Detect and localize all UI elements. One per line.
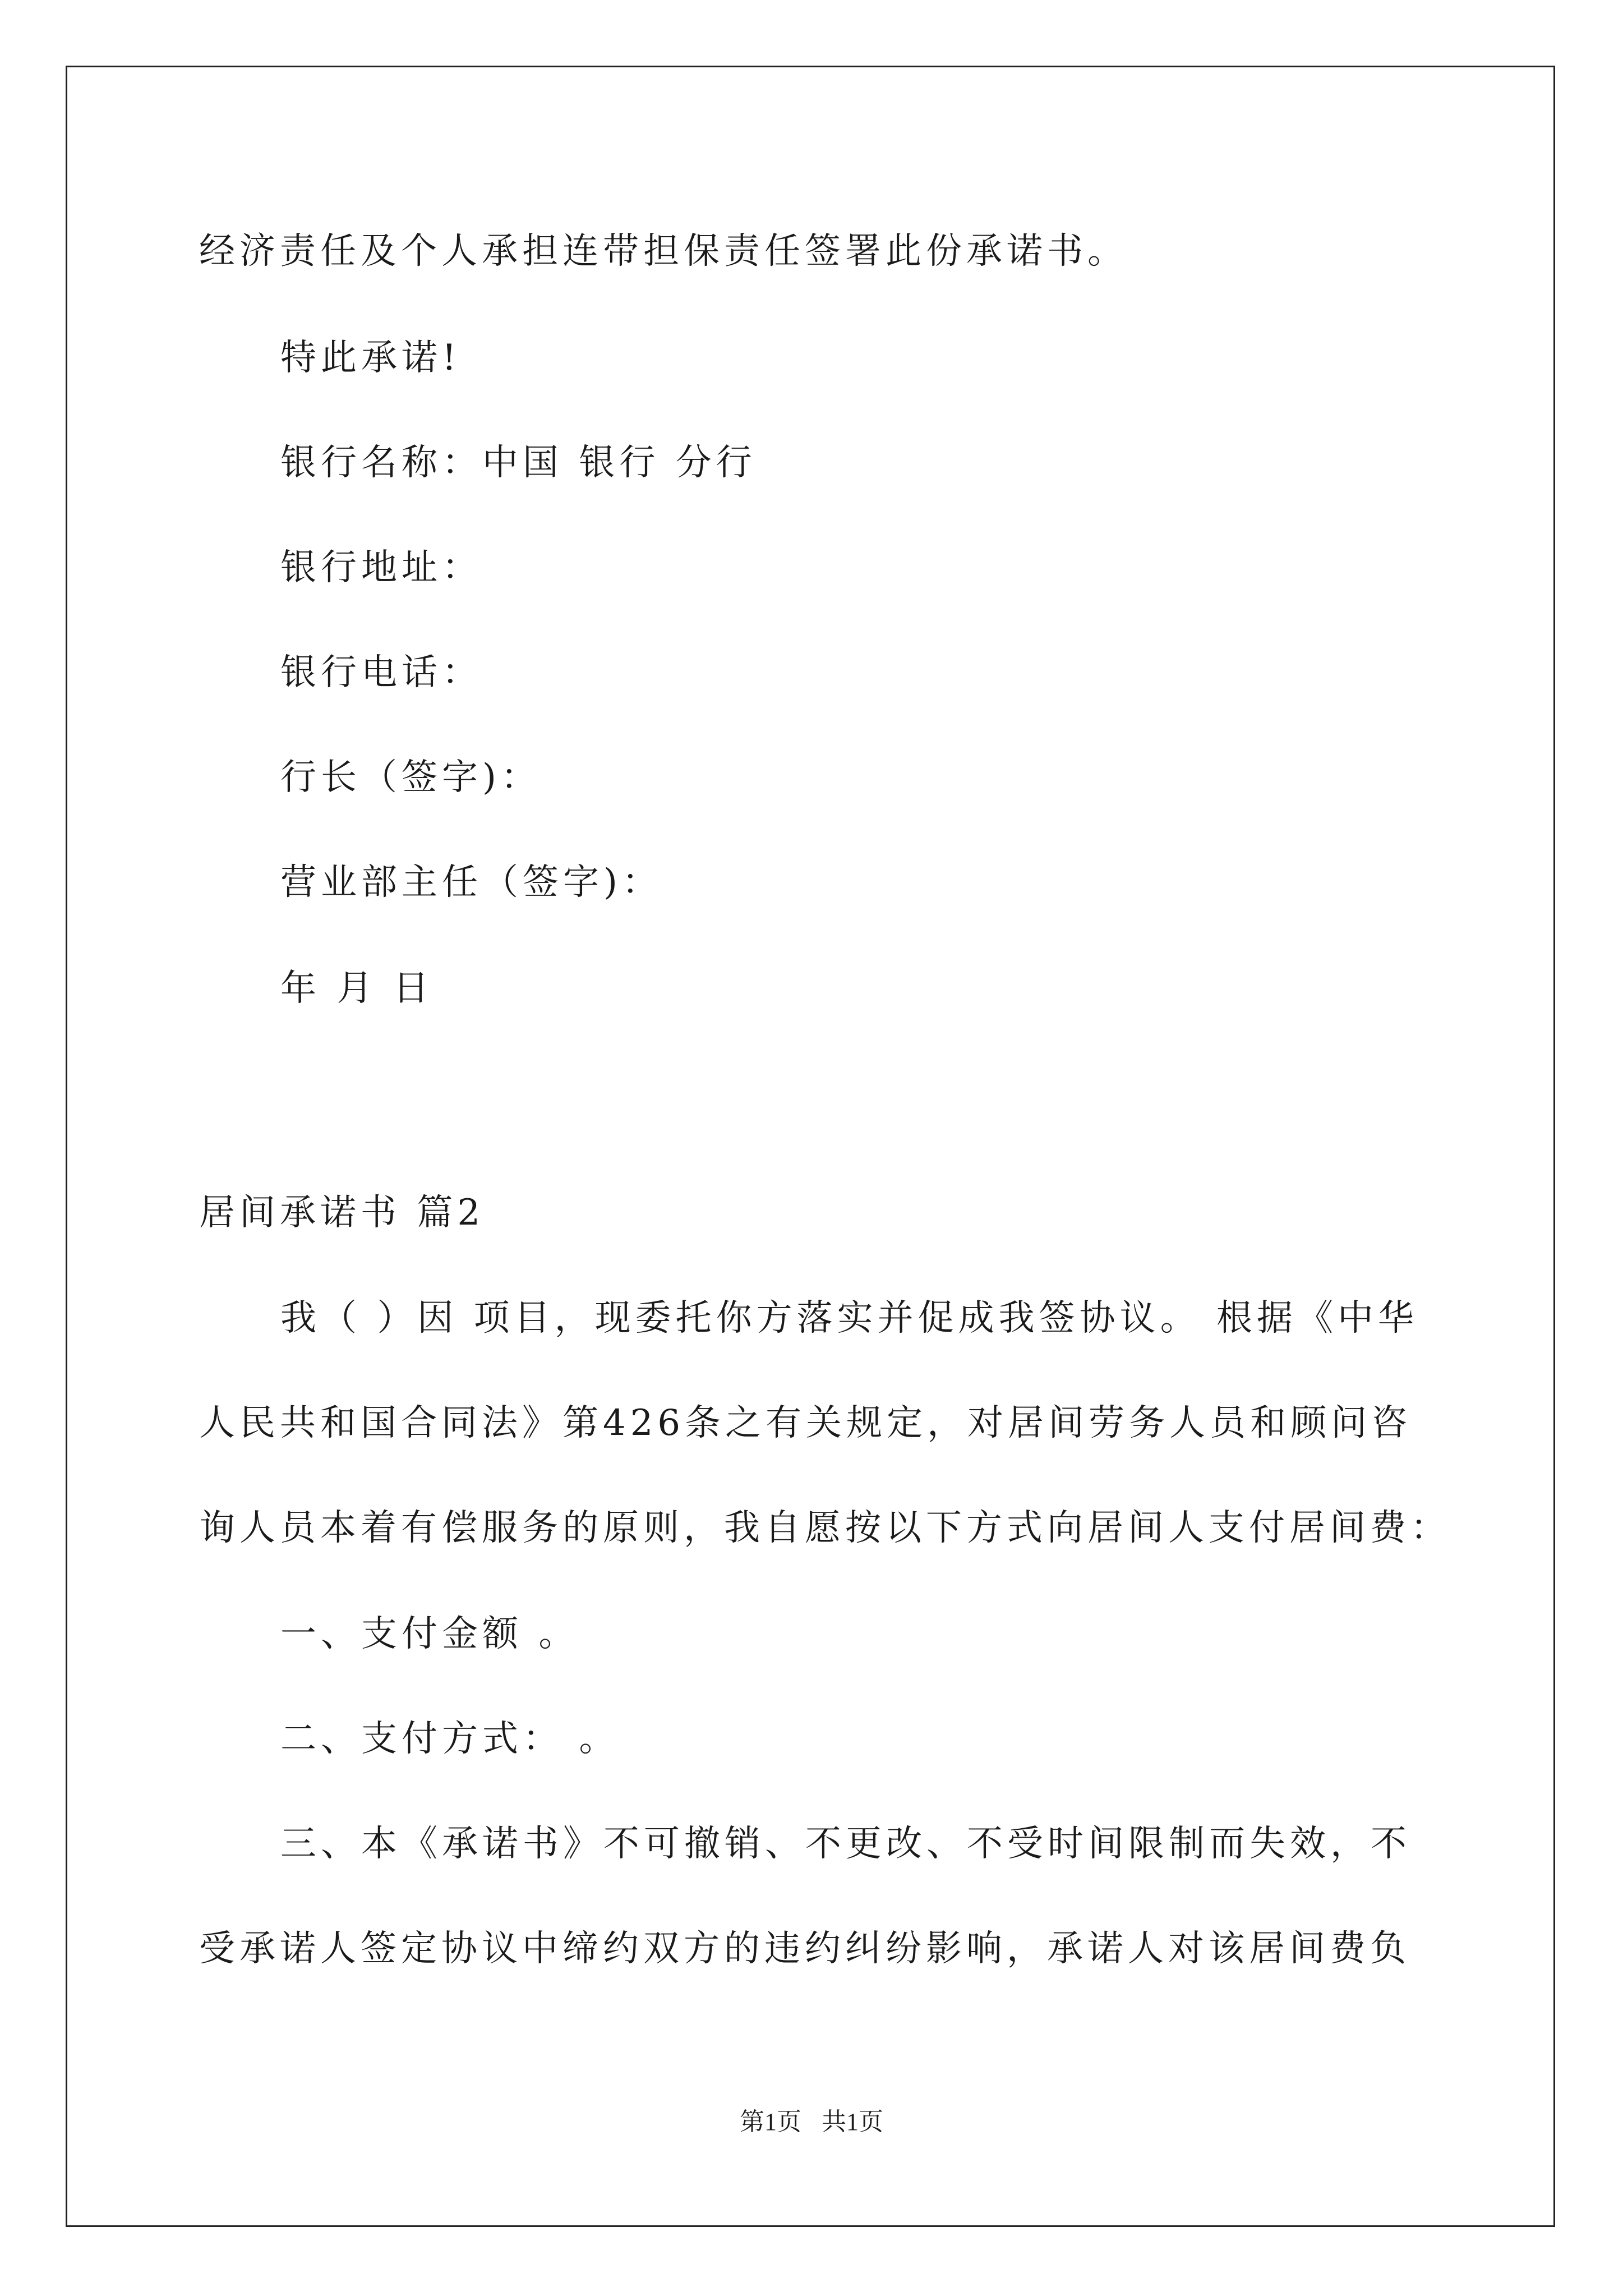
paragraph-line: 特此承诺! bbox=[280, 337, 461, 379]
date-field: 年 月 日 bbox=[280, 968, 434, 1009]
page-footer bbox=[0, 2106, 1623, 2138]
page-border bbox=[66, 66, 1555, 2227]
paragraph-line: 询人员本着有偿服务的原则，我自愿按以下方式向居间人支付居间费： bbox=[199, 1507, 1451, 1549]
list-item: 一、支付金额 。 bbox=[280, 1613, 579, 1655]
section-heading: 居间承诺书 篇2 bbox=[199, 1192, 485, 1234]
paragraph-line: 人民共和国合同法》第426条之有关规定，对居间劳务人员和顾问咨 bbox=[199, 1402, 1412, 1444]
page-number: 第1页 bbox=[740, 2108, 801, 2136]
list-item: 三、本《承诺书》不可撤销、不更改、不受时间限制而失效，不 bbox=[280, 1823, 1411, 1865]
bank-name-field: 银行名称：中国 银行 分行 bbox=[280, 442, 757, 484]
paragraph-line: 我（ ）因 项目，现委托你方落实并促成我签协议。 根据《中华 bbox=[280, 1297, 1419, 1339]
paragraph-line: 受承诺人签定协议中缔约双方的违约纠纷影响，承诺人对该居间费负 bbox=[199, 1928, 1410, 1970]
bank-phone-field: 银行电话： bbox=[280, 652, 482, 693]
list-item: 二、支付方式： 。 bbox=[280, 1718, 620, 1760]
manager-signature-field: 营业部主任（签字)： bbox=[280, 862, 662, 903]
bank-address-field: 银行地址： bbox=[280, 547, 482, 588]
president-signature-field: 行长（签字)： bbox=[280, 757, 541, 798]
paragraph-line: 经济责任及个人承担连带担保责任签署此份承诺书。 bbox=[199, 231, 1128, 272]
page-total: 共1页 bbox=[822, 2108, 883, 2136]
